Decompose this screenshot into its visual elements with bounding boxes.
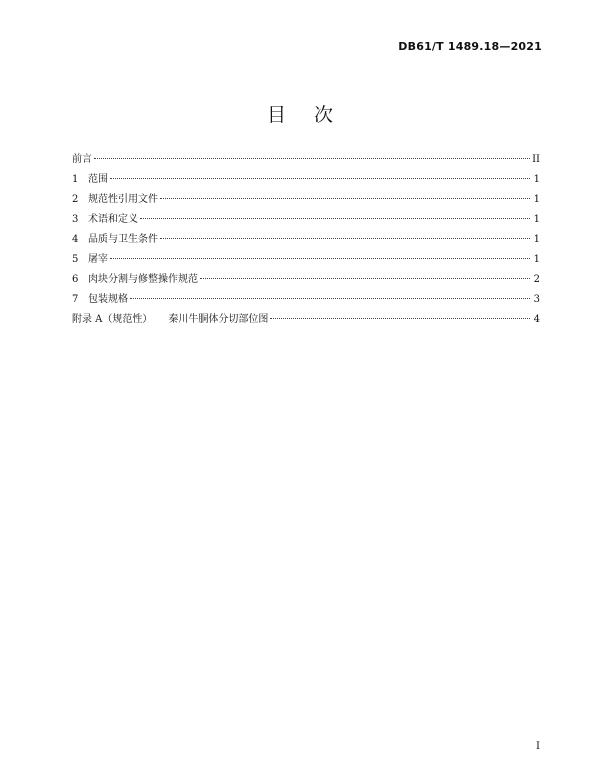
toc-entry-text: 秦川牛胴体分切部位图	[168, 314, 269, 325]
toc-entry-text: 包装规格	[88, 294, 128, 305]
toc-entry-number: 3	[72, 214, 79, 225]
toc-entry-preface[interactable]	[72, 150, 540, 170]
title-part-1: 目	[266, 104, 286, 126]
toc-entry-6[interactable]	[72, 270, 540, 290]
toc-entry-number: 7	[72, 294, 79, 305]
toc-entry-text: 规范性引用文件	[88, 194, 158, 205]
toc-entry-number: 4	[72, 234, 79, 245]
toc-annex-label: 附录 A（规范性）	[72, 314, 153, 325]
toc-dot-leader	[200, 277, 530, 279]
toc-entry-4[interactable]	[72, 230, 540, 250]
toc-page-number: 2	[533, 274, 540, 285]
toc-page-number: 1	[533, 214, 540, 225]
table-of-contents	[72, 150, 540, 330]
document-code: DB61/T 1489.18—2021	[398, 40, 542, 53]
toc-entry-text: 术语和定义	[88, 214, 138, 225]
toc-page-number: 4	[533, 314, 540, 325]
toc-entry-number: 6	[72, 274, 79, 285]
toc-entry-2[interactable]	[72, 190, 540, 210]
toc-dot-leader	[130, 297, 530, 299]
toc-entry-number: 5	[72, 254, 79, 265]
toc-entry-text: 品质与卫生条件	[88, 234, 158, 245]
toc-dot-leader	[160, 237, 530, 239]
toc-dot-leader	[140, 217, 530, 219]
toc-page-number: 3	[533, 294, 540, 305]
toc-entry-number: 1	[72, 174, 79, 185]
toc-dot-leader	[270, 317, 530, 319]
toc-entry-7[interactable]	[72, 290, 540, 310]
toc-entry-text: 肉块分割与修整操作规范	[88, 274, 198, 285]
toc-page-number: 1	[533, 194, 540, 205]
toc-entry-5[interactable]	[72, 250, 540, 270]
toc-page-number: 1	[533, 234, 540, 245]
toc-dot-leader	[110, 177, 530, 179]
title-part-2: 次	[314, 104, 334, 126]
toc-entry-text: 前言	[72, 154, 92, 165]
toc-dot-leader	[94, 157, 530, 159]
toc-dot-leader	[160, 197, 530, 199]
toc-entry-text: 范围	[88, 174, 108, 185]
toc-page-number: II	[532, 154, 540, 165]
toc-entry-annex-a[interactable]	[72, 310, 540, 330]
page-title	[0, 100, 600, 127]
footer-page-number: I	[536, 741, 540, 752]
toc-page-number: 1	[533, 174, 540, 185]
toc-dot-leader	[110, 257, 530, 259]
toc-page-number: 1	[533, 254, 540, 265]
toc-entry-number: 2	[72, 194, 79, 205]
toc-entry-3[interactable]	[72, 210, 540, 230]
toc-entry-text: 屠宰	[88, 254, 108, 265]
toc-entry-1[interactable]	[72, 170, 540, 190]
